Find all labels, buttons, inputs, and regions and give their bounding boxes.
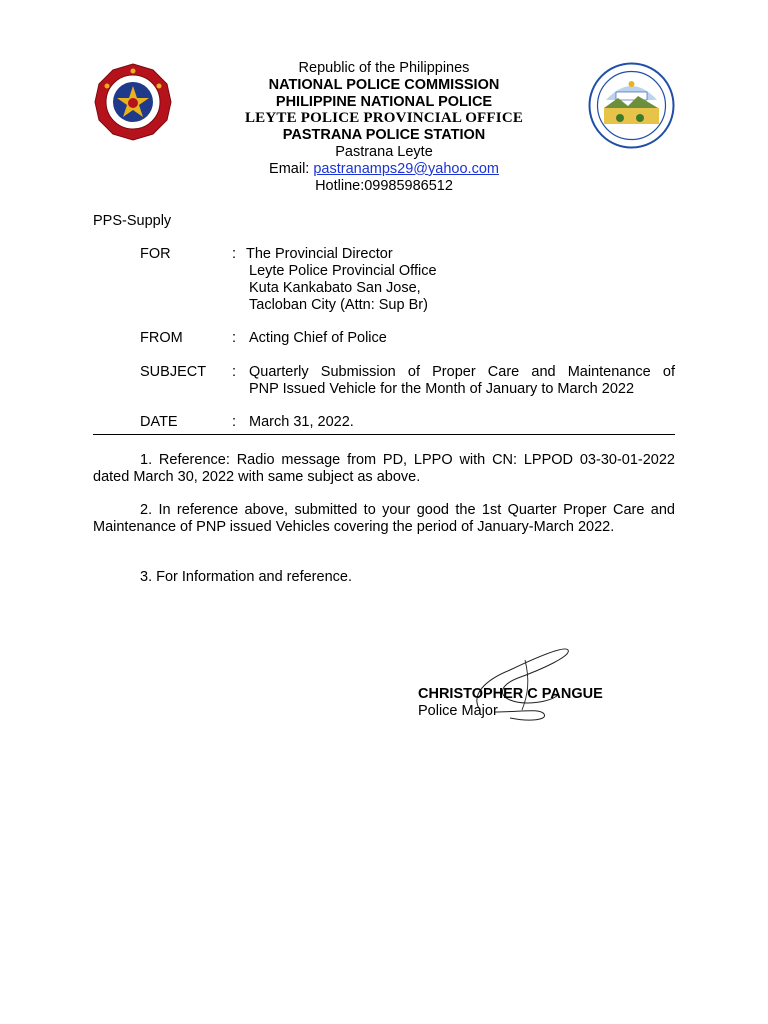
subject-colon: : xyxy=(232,364,237,380)
header-provincial-office: LEYTE POLICE PROVINCIAL OFFICE xyxy=(244,110,524,127)
ref-office: PPS-Supply xyxy=(93,213,172,229)
paragraph-2: 2. In reference above, submitted to your good the 1st Quarter Proper Care and Maintenance of PNP issued Vehicles covering the period of January-March 2022. xyxy=(93,502,675,535)
for-colon: : xyxy=(232,246,237,262)
header-hotline: Hotline:09985986512 xyxy=(315,177,453,194)
date-value: March 31, 2022. xyxy=(249,414,354,430)
header-divider xyxy=(93,434,675,435)
signatory-name: CHRISTOPHER C PANGUE xyxy=(418,686,603,702)
for-line-4: Tacloban City (Attn: Sup Br) xyxy=(249,297,428,313)
for-label: FOR xyxy=(140,246,171,262)
for-line-3: Kuta Kankabato San Jose, xyxy=(249,280,421,296)
header-republic: Republic of the Philippines xyxy=(298,60,470,76)
for-line-1: The Provincial Director xyxy=(246,246,393,262)
from-value: Acting Chief of Police xyxy=(249,330,387,346)
date-colon: : xyxy=(232,414,237,430)
for-line-2: Leyte Police Provincial Office xyxy=(249,263,437,279)
letterhead xyxy=(0,60,768,194)
signatory-rank: Police Major xyxy=(418,703,498,719)
subject-label: SUBJECT xyxy=(140,364,207,380)
header-station: PASTRANA POLICE STATION xyxy=(282,127,486,144)
from-colon: : xyxy=(232,330,237,346)
paragraph-1: 1. Reference: Radio message from PD, LPPO with CN: LPPOD 03-30-01-2022 dated March 30, 2022 with same subject as above. xyxy=(93,452,675,485)
header-pnp: PHILIPPINE NATIONAL POLICE xyxy=(275,93,493,110)
email-link[interactable]: pastranamps29@yahoo.com xyxy=(313,160,499,177)
paragraph-3: 3. For Information and reference. xyxy=(140,569,352,585)
date-label: DATE xyxy=(140,414,178,430)
subject-line-2: PNP Issued Vehicle for the Month of January to March 2022 xyxy=(249,381,635,397)
email-label: Email: xyxy=(269,160,314,177)
header-location: Pastrana Leyte xyxy=(335,143,433,160)
header-napolcom: NATIONAL POLICE COMMISSION xyxy=(268,76,500,93)
subject-line-1: Quarterly Submission of Proper Care and Maintenance of xyxy=(249,364,675,380)
from-label: FROM xyxy=(140,330,183,346)
header-email-line xyxy=(0,161,768,178)
